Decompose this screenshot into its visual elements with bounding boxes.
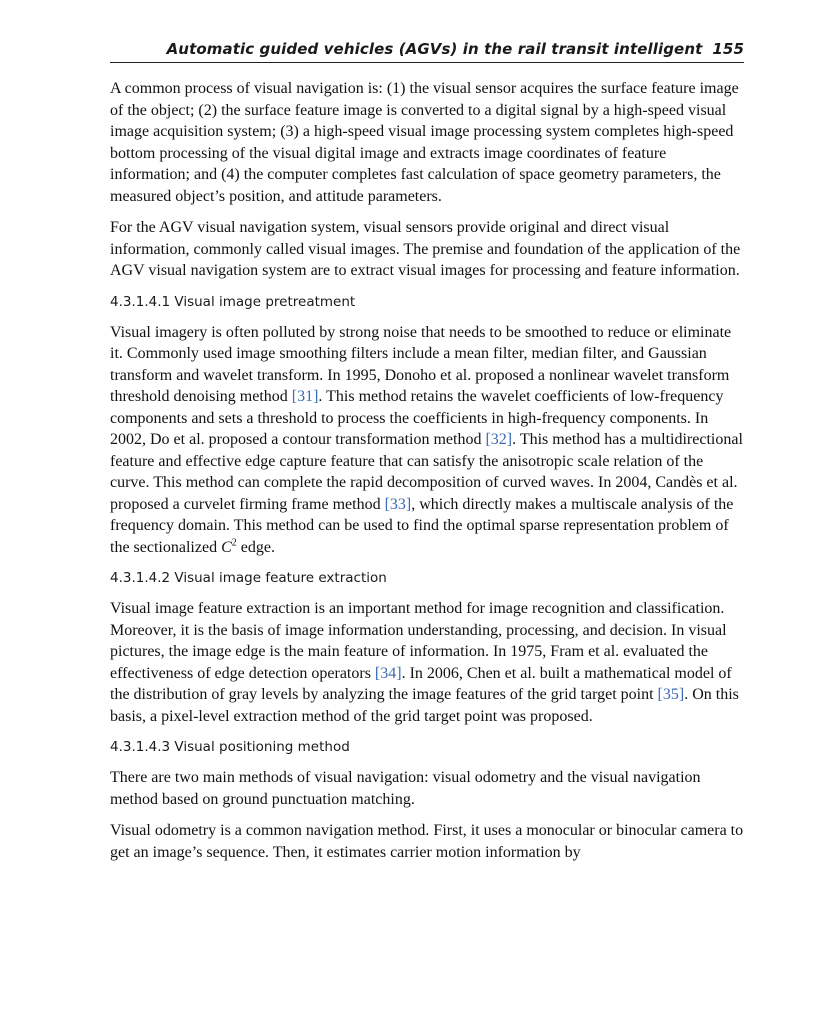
- text-run: Visual imagery is often polluted by strong noise that needs to be smoothed to reduce or eliminate it. Commonly used image smoothing filters include a mean filter, median filter, and Gaussian transform and wavelet transform. In 1995, Donoho et al. proposed a nonlinear wavelet transform threshold denoising method: [110, 323, 732, 405]
- paragraph-pretreatment: [110, 322, 746, 559]
- text-run: . On this basis, a pixel-level extraction method of the grid target point was proposed.: [110, 686, 739, 725]
- text-run: . This method retains the wavelet coefficients of low-frequency components and sets a threshold to process the coefficients in high-frequency components. In 2002, Do et al. proposed a contour transformation method: [110, 388, 724, 448]
- text-run: . In 2006, Chen et al. built a mathematical model of the distribution of gray levels by analyzing the image features of the grid target point: [110, 664, 732, 703]
- section-heading-pretreatment: 4.3.1.4.1 Visual image pretreatment: [110, 293, 356, 310]
- math-exponent: 2: [231, 537, 237, 549]
- paragraph-agv-visual-navigation: For the AGV visual navigation system, visual sensors provide original and direct visual information, commonly called visual images. The premise and foundation of the application of the AGV visual navigation system are to extract visual images for processing and feature information.: [110, 219, 741, 279]
- page-number: 155: [712, 40, 744, 58]
- citation-link[interactable]: [35]: [657, 686, 685, 703]
- section-heading-positioning: 4.3.1.4.3 Visual positioning method: [110, 739, 350, 755]
- citation-link[interactable]: [31]: [291, 388, 319, 405]
- page-body: [110, 78, 746, 873]
- text-run: Visual image feature extraction is an important method for image recognition and classification. Moreover, it is the basis of image information understanding, processing, and decision. In visual pictures, the image edge is the main feature of information. In 1975, Fram et al. evaluated the effectiveness of edge detection operators: [110, 600, 727, 682]
- text-run: . This method has a multidirectional feature and effective edge capture feature that can satisfy the anisotropic scale relation of the curve. This method can complete the rapid decomposition of curved waves. In 2004, Candès et al. proposed a curvelet firming frame method: [110, 431, 743, 513]
- math-c: C: [221, 538, 232, 556]
- citation-link[interactable]: [33]: [384, 495, 412, 513]
- paragraph-feature-extraction: [110, 598, 746, 727]
- citation-link[interactable]: [32]: [485, 431, 513, 448]
- paragraph-visual-odometry: Visual odometry is a common navigation method. First, it uses a monocular or binocular camera to get an image’s sequence. Then, it estimates carrier motion information by: [110, 822, 744, 861]
- running-title: Automatic guided vehicles (AGVs) in the rail transit intelligent: [166, 40, 703, 58]
- paragraph-visual-navigation-process: A common process of visual navigation is: (1) the visual sensor acquires the surface feature image of the object; (2) the surface feature image is converted to a digital signal by a high-speed visual image acquisition system; (3) a high-speed visual image processing system completes high-speed bottom processing of the visual digital image and extracts image coordinates of feature information; and (4) the computer completes fast calculation of space geometry parameters, the measured object’s position, and attitude parameters.: [110, 80, 739, 205]
- paragraph-positioning-methods: There are two main methods of visual navigation: visual odometry and the visual navigation method based on ground punctuation matching.: [110, 769, 701, 808]
- running-header: [110, 40, 744, 63]
- text-run: edge.: [236, 538, 275, 556]
- section-heading-feature-extraction: 4.3.1.4.2 Visual image feature extraction: [110, 570, 387, 586]
- citation-link[interactable]: [34]: [374, 664, 402, 682]
- text-run: , which directly makes a multiscale analysis of the frequency domain. This method can be used to find the optimal sparse representation problem of the sectionalized: [110, 495, 734, 556]
